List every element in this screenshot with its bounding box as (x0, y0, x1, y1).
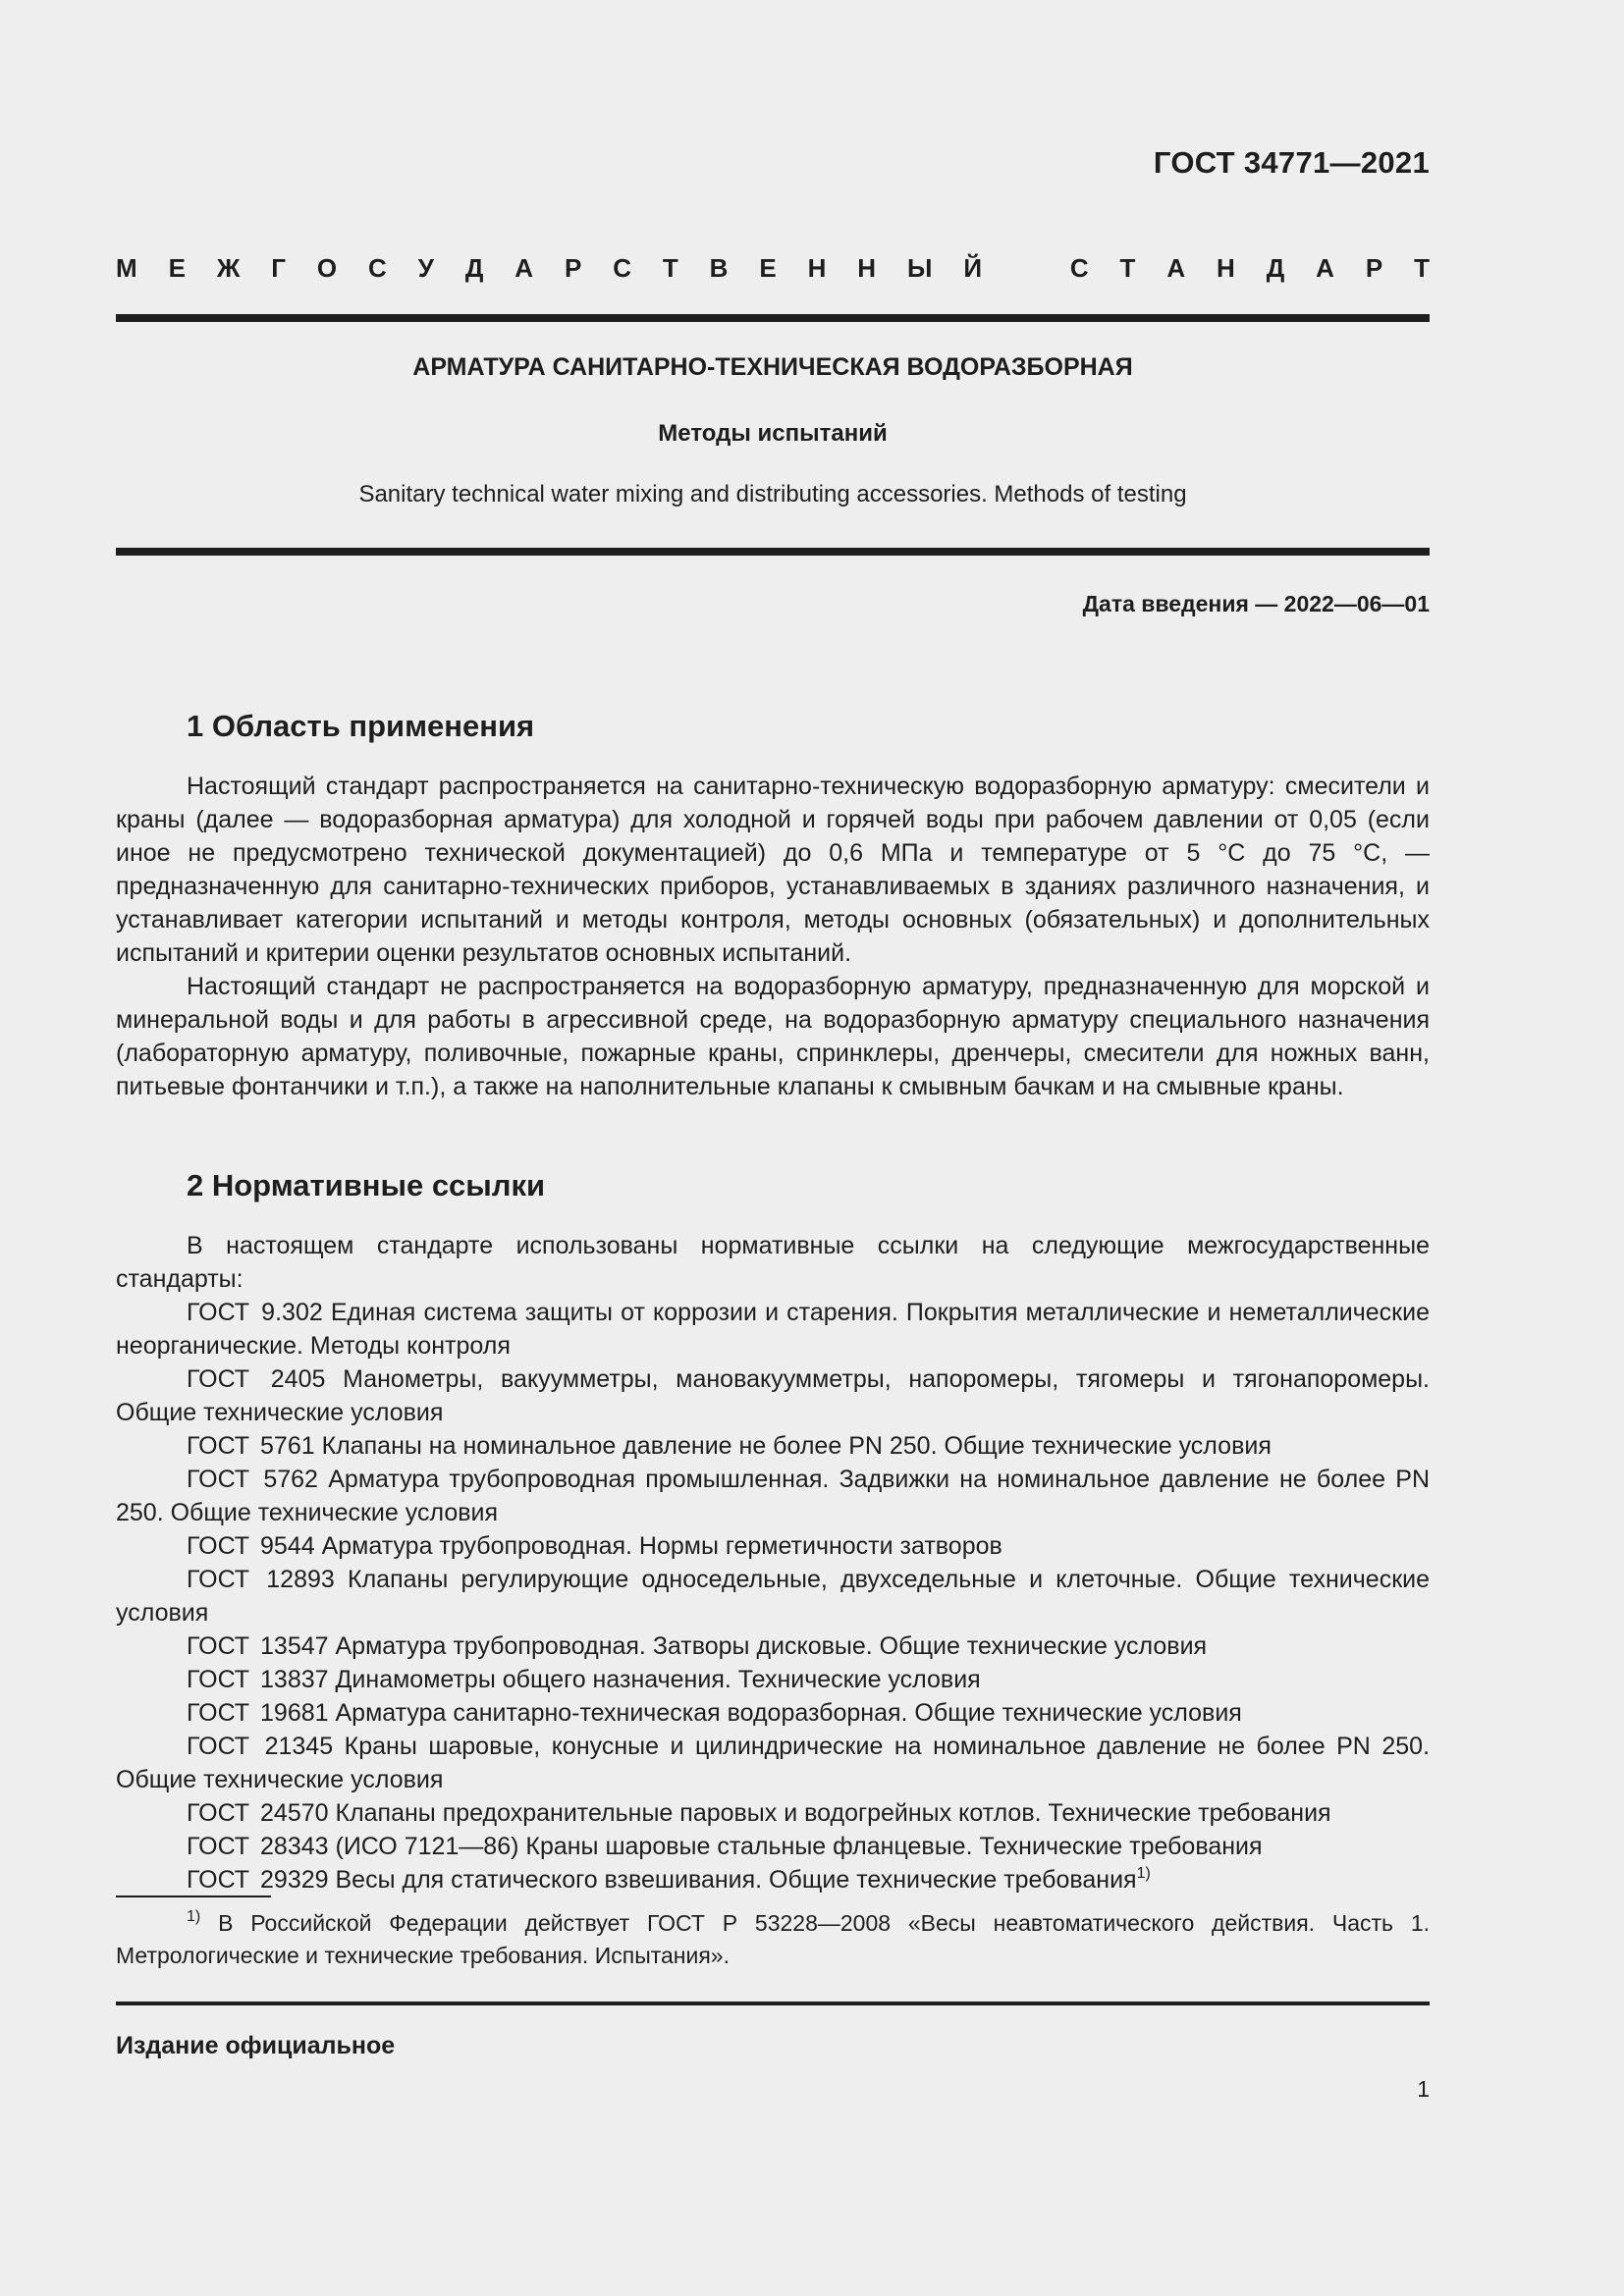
banner-letter: Н (1217, 253, 1235, 283)
reference-title: Арматура трубопроводная промышленная. Задвижки на номинальное давление не более PN 250. Общие технические условия (116, 1466, 1430, 1526)
banner-letter: А (1316, 253, 1334, 283)
reference-title: Динамометры общего назначения. Технические условия (335, 1666, 981, 1693)
reference-item (116, 1663, 1430, 1696)
banner-letter: Т (662, 253, 678, 283)
banner-letter: Т (1119, 253, 1136, 283)
reference-item (116, 1463, 1430, 1529)
reference-title: Единая система защиты от коррозии и старения. Покрытия металлические и неметаллические неорганические. Методы контроля (116, 1299, 1430, 1360)
standard-number: ГОСТ 34771—2021 (1153, 145, 1430, 180)
banner-word-gap (1013, 253, 1039, 284)
banner-letter: С (613, 253, 631, 283)
reference-code: ГОСТ 9.302 (187, 1299, 323, 1326)
reference-item (116, 1863, 1430, 1896)
reference-code: ГОСТ 24570 (187, 1799, 329, 1827)
reference-item (116, 1563, 1430, 1629)
reference-code: ГОСТ 5761 (187, 1432, 315, 1460)
banner-letter: О (316, 253, 338, 283)
banner-letter: С (368, 253, 387, 283)
section-2-intro: В настоящем стандарте использованы нормативные ссылки на следующие межгосударственные стандарты: (116, 1232, 1430, 1293)
reference-title: Арматура трубопроводная. Затворы дисковые. Общие технические условия (335, 1632, 1208, 1660)
banner-letter: Д (1266, 253, 1285, 283)
footnote-reference-mark: 1) (1136, 1865, 1151, 1882)
section-1-paragraph-2: Настоящий стандарт не распространяется на водоразборную арматуру, предназначенную для морской и минеральной воды и для работы в агрессивной среде, на водоразборную арматуру специального назначения (лабораторную арматуру, поливочные, пожарные краны, спринклеры, дренчеры, смесители для ножных ванн, питьевые фонтанчики и т.п.), а также на наполнительные клапаны к смывным бачкам и на смывные краны. (116, 973, 1430, 1100)
introduction-date: Дата введения — 2022—06—01 (1082, 591, 1430, 616)
banner-letter: М (116, 253, 137, 283)
reference-code: ГОСТ 12893 (187, 1566, 335, 1593)
footer-rule (116, 2002, 1430, 2005)
section-1-heading: 1 Область применения (187, 709, 535, 743)
reference-code: ГОСТ 13837 (187, 1666, 329, 1693)
footnote-mark: 1) (187, 1908, 201, 1925)
reference-title: Краны шаровые, конусные и цилиндрические на номинальное давление не более PN 250. Общие технические условия (116, 1733, 1431, 1793)
reference-title: Клапаны предохранительные паровых и водогрейных котлов. Технические требования (335, 1799, 1331, 1827)
reference-item (116, 1429, 1430, 1463)
reference-code: ГОСТ 19681 (187, 1699, 329, 1727)
section-2-heading: 2 Нормативные ссылки (187, 1168, 546, 1202)
document-title-english: Sanitary technical water mixing and distributing accessories. Methods of testing (358, 481, 1187, 507)
banner-letter: Р (1365, 253, 1383, 283)
banner-letter: Й (963, 253, 983, 283)
banner-letter: Г (271, 253, 286, 283)
interstate-standard-banner (116, 253, 1430, 284)
reference-title: Клапаны на номинальное давление не более PN 250. Общие технические условия (321, 1432, 1272, 1460)
banner-letter: А (514, 253, 534, 283)
official-edition-label: Издание официальное (116, 2032, 396, 2059)
reference-title: Манометры, вакуумметры, мановакуумметры, напоромеры, тягомеры и тягонапоромеры. Общие технические условия (116, 1365, 1431, 1426)
reference-code: ГОСТ 28343 (187, 1833, 329, 1860)
reference-code: ГОСТ 13547 (187, 1632, 329, 1660)
banner-letter: А (1166, 253, 1186, 283)
reference-item (116, 1830, 1430, 1863)
normative-references-list (116, 1296, 1430, 1896)
section-1-body (116, 770, 1430, 1103)
reference-title: Арматура трубопроводная. Нормы герметичности затворов (321, 1532, 1002, 1560)
document-page (116, 0, 1430, 2296)
reference-code: ГОСТ 29329 (187, 1866, 329, 1894)
title-rule (116, 548, 1430, 556)
document-title: АРМАТУРА САНИТАРНО-ТЕХНИЧЕСКАЯ ВОДОРАЗБОРНАЯ (412, 353, 1133, 381)
reference-code: ГОСТ 5762 (187, 1466, 318, 1493)
reference-item (116, 1296, 1430, 1362)
reference-item (116, 1730, 1430, 1796)
banner-letter: С (1069, 253, 1089, 283)
reference-item (116, 1796, 1430, 1830)
reference-title: Весы для статического взвешивания. Общие технические требования (335, 1866, 1137, 1894)
banner-letter: В (709, 253, 729, 283)
banner-letter: Ж (216, 253, 241, 283)
reference-item (116, 1696, 1430, 1730)
banner-letter: Е (759, 253, 777, 283)
reference-item (116, 1362, 1430, 1429)
banner-letter: Ы (906, 253, 933, 283)
reference-item (116, 1629, 1430, 1663)
footnote-rule (116, 1896, 271, 1897)
reference-title: Арматура санитарно-техническая водоразборная. Общие технические условия (335, 1699, 1242, 1727)
section-2-body (116, 1229, 1430, 1896)
banner-letter: Н (807, 253, 827, 283)
page-number: 1 (1417, 2076, 1430, 2102)
banner-letter: Н (857, 253, 877, 283)
reference-title: (ИСО 7121—86) Краны шаровые стальные фланцевые. Технические требования (335, 1833, 1263, 1860)
banner-letter: У (417, 253, 434, 283)
banner-letter: Д (464, 253, 484, 283)
banner-letter: Е (168, 253, 186, 283)
section-1-paragraph-1: Настоящий стандарт распространяется на санитарно-техническую водоразборную арматуру: смесители и краны (далее — водоразборная арматура) для холодной и горячей воды при рабочем давлении от 0,05 (если иное не предусмотрено технической документацией) до 0,6 МПа и температуре от 5 °С до 75 °С, — предназначенную для санитарно-технических приборов, устанавливаемых в зданиях различного назначения, и устанавливает категории испытаний и методы контроля, методы основных (обязательных) и дополнительных испытаний и критерии оценки результатов основных испытаний. (116, 773, 1430, 967)
banner-letter: Р (564, 253, 582, 283)
header-rule (116, 314, 1430, 322)
reference-code: ГОСТ 2405 (187, 1365, 326, 1393)
document-subtitle: Методы испытаний (658, 420, 888, 447)
banner-letter: Т (1414, 253, 1430, 283)
footnote-text: В Российской Федерации действует ГОСТ Р 53228—2008 «Весы неавтоматического действия. Часть 1. Метрологические и технические требования. Испытания». (116, 1910, 1431, 1968)
reference-code: ГОСТ 9544 (187, 1532, 315, 1560)
reference-item (116, 1529, 1430, 1563)
reference-title: Клапаны регулирующие односедельные, двухседельные и клеточные. Общие технические условия (116, 1566, 1430, 1627)
reference-code: ГОСТ 21345 (187, 1733, 334, 1760)
footnote (116, 1907, 1430, 1972)
